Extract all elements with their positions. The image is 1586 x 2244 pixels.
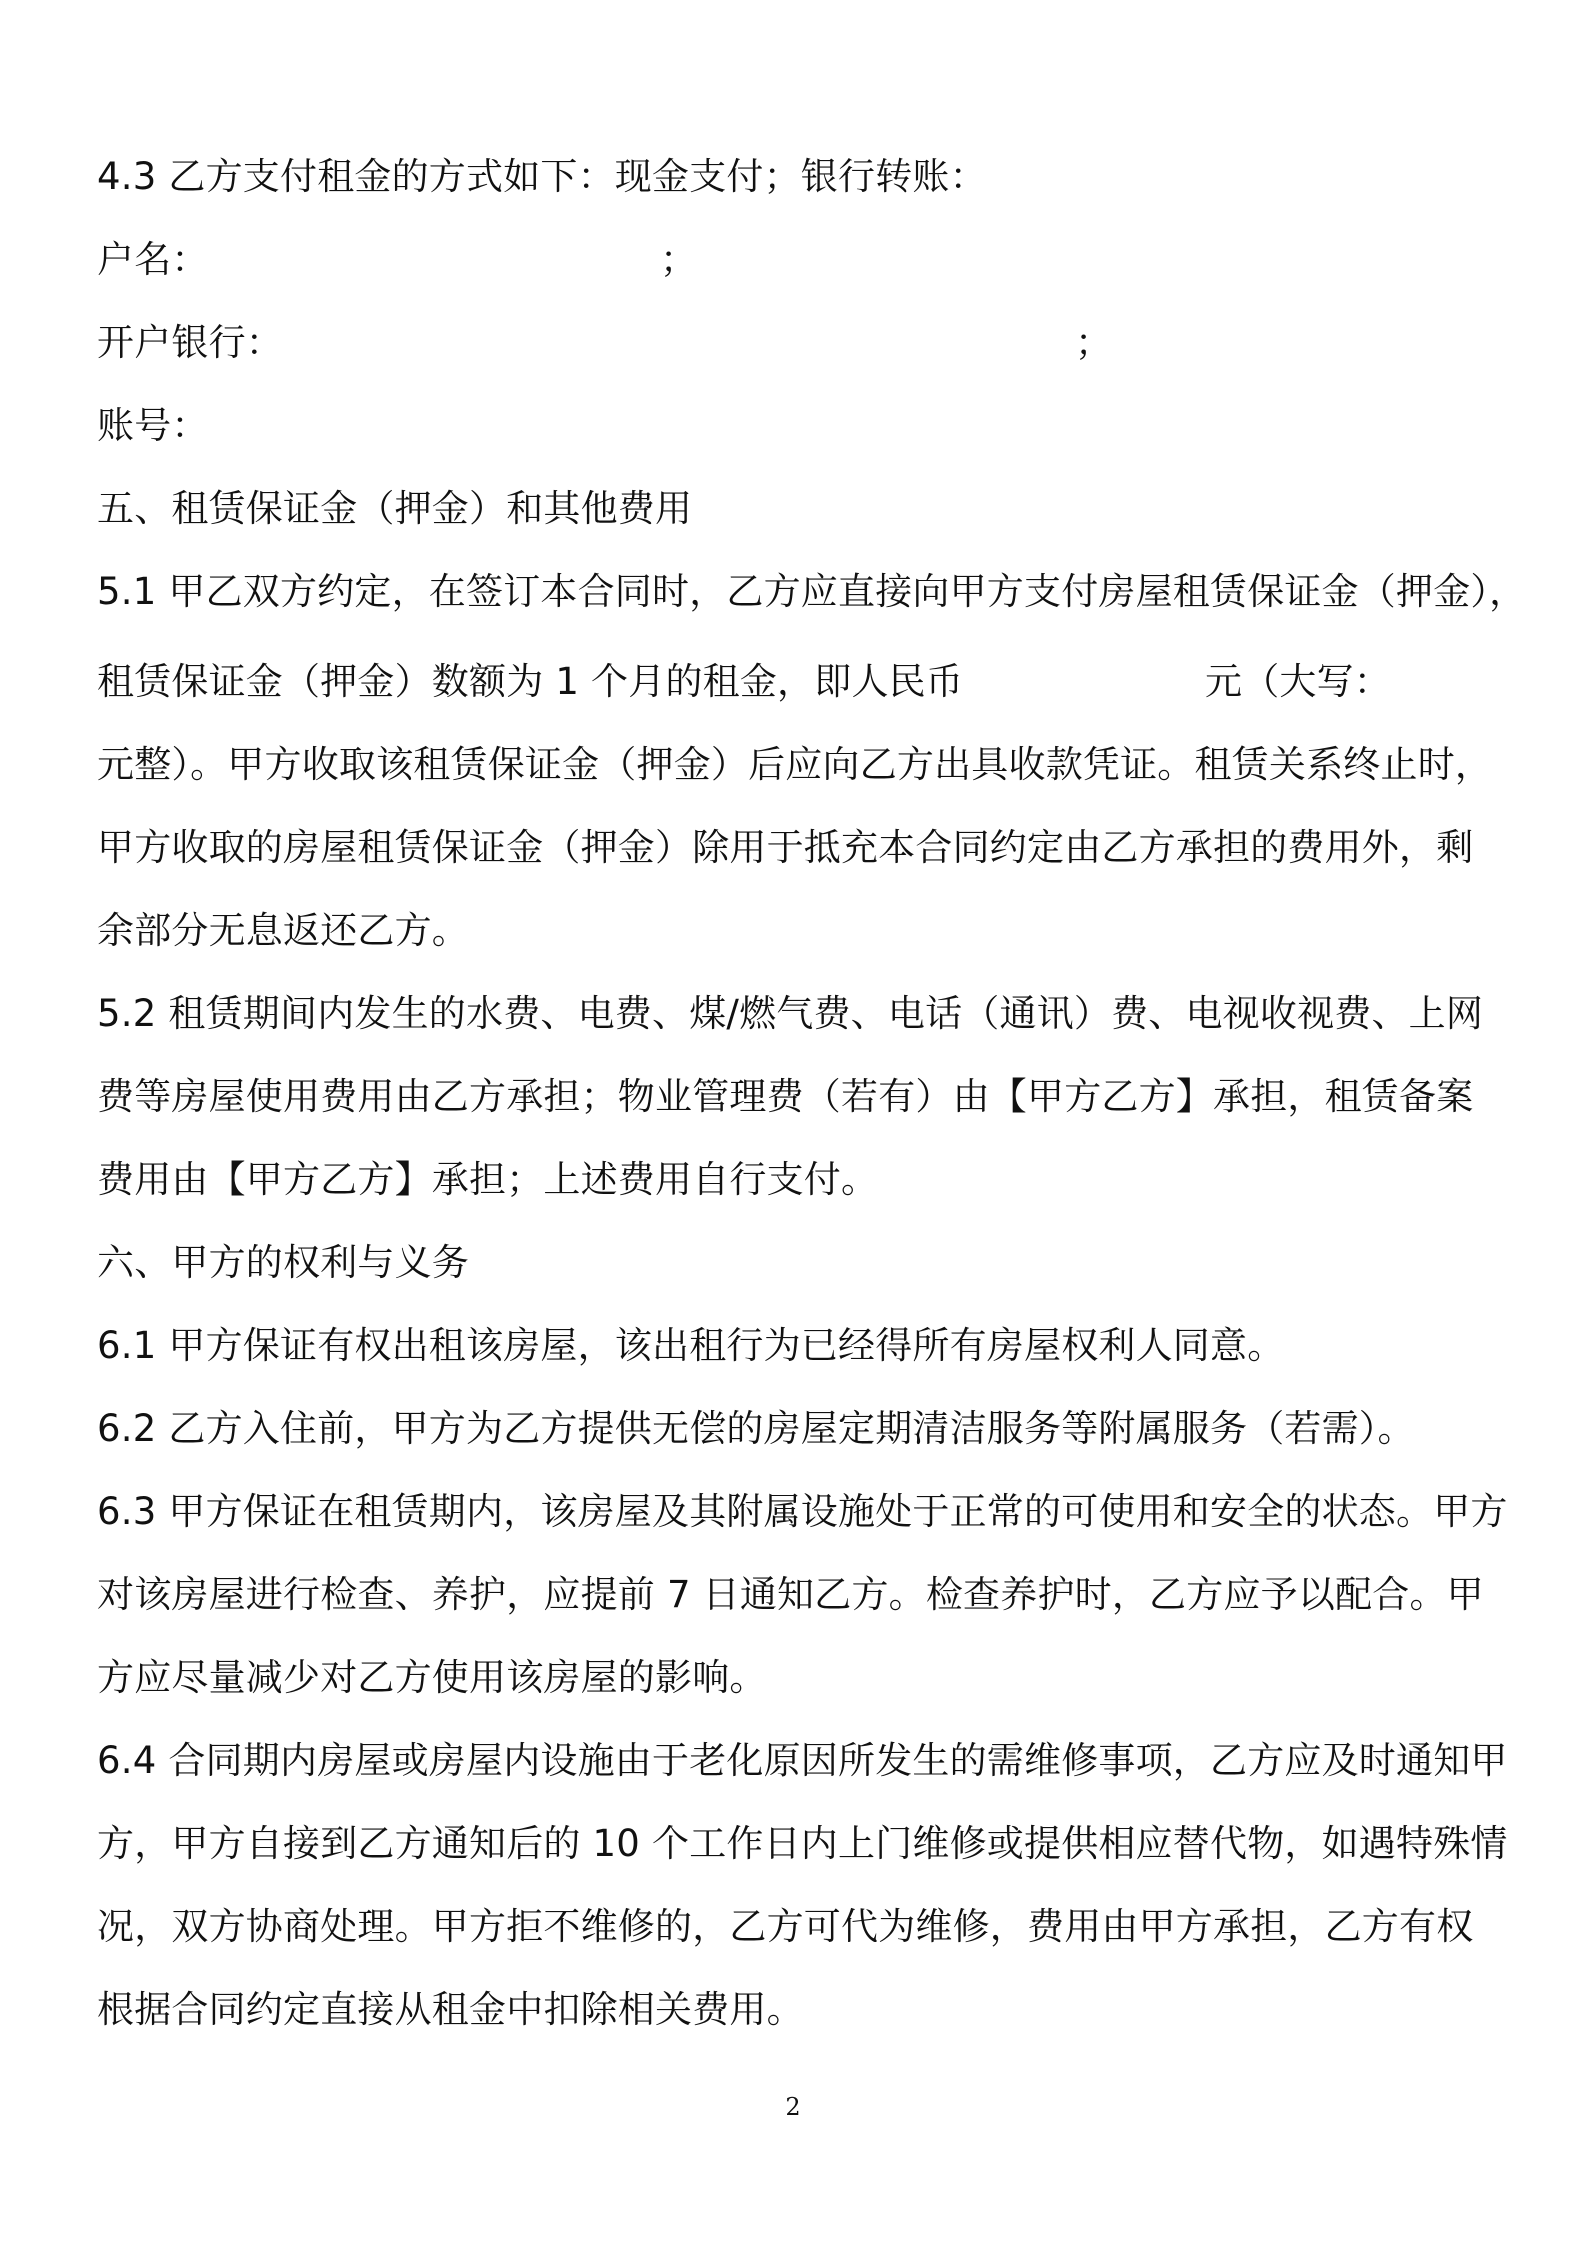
clause-4-3: 4.3 乙方支付租金的方式如下：现金支付；银行转账： <box>97 155 987 198</box>
clause-5-1-line-2a: 租赁保证金（押金）数额为 1 个月的租金，即人民币 <box>97 660 964 703</box>
clause-5-1-line-5: 余部分无息返还乙方。 <box>97 909 469 952</box>
clause-6-3-line-2: 对该房屋进行检查、养护，应提前 7 日通知乙方。检查养护时，乙方应予以配合。甲 <box>97 1573 1484 1616</box>
clause-6-4-line-2: 方，甲方自接到乙方通知后的 10 个工作日内上门维修或提供相应替代物，如遇特殊情 <box>97 1822 1508 1865</box>
account-name-end: ； <box>660 238 698 281</box>
clause-5-2-line-3: 费用由【甲方乙方】承担；上述费用自行支付。 <box>97 1158 879 1201</box>
clause-5-1-line-2b: 元（大写： <box>1205 660 1391 703</box>
clause-5-2-line-2: 费等房屋使用费用由乙方承担；物业管理费（若有）由【甲方乙方】承担，租赁备案 <box>97 1075 1474 1118</box>
clause-5-2-line-1: 5.2 租赁期间内发生的水费、电费、煤/燃气费、电话（通讯）费、电视收视费、上网 <box>97 992 1484 1035</box>
section-5-title: 五、租赁保证金（押金）和其他费用 <box>97 487 693 530</box>
clause-6-2: 6.2 乙方入住前，甲方为乙方提供无偿的房屋定期清洁服务等附属服务（若需）。 <box>97 1407 1415 1450</box>
page-number: 2 <box>785 2093 801 2121</box>
bank-end: ； <box>1075 321 1113 364</box>
clause-6-4-line-3: 况，双方协商处理。甲方拒不维修的，乙方可代为维修，费用由甲方承担，乙方有权 <box>97 1905 1474 1948</box>
clause-5-1-line-4: 甲方收取的房屋租赁保证金（押金）除用于抵充本合同约定由乙方承担的费用外，剩 <box>97 826 1474 869</box>
account-name-label: 户名： <box>97 238 209 281</box>
clause-6-3-line-1: 6.3 甲方保证在租赁期内，该房屋及其附属设施处于正常的可使用和安全的状态。甲方 <box>97 1490 1508 1533</box>
section-6-title: 六、甲方的权利与义务 <box>97 1241 469 1284</box>
bank-label: 开户银行： <box>97 321 283 364</box>
clause-6-4-line-1: 6.4 合同期内房屋或房屋内设施由于老化原因所发生的需维修事项，乙方应及时通知甲 <box>97 1739 1508 1782</box>
clause-6-1: 6.1 甲方保证有权出租该房屋，该出租行为已经得所有房屋权利人同意。 <box>97 1324 1285 1367</box>
clause-5-1-line-3: 元整）。甲方收取该租赁保证金（押金）后应向乙方出具收款凭证。租赁关系终止时， <box>97 743 1493 786</box>
account-number-label: 账号： <box>97 404 209 447</box>
clause-5-1-line-1: 5.1 甲乙双方约定，在签订本合同时，乙方应直接向甲方支付房屋租赁保证金（押金）， <box>97 570 1527 613</box>
clause-6-3-line-3: 方应尽量减少对乙方使用该房屋的影响。 <box>97 1656 767 1699</box>
clause-6-4-line-4: 根据合同约定直接从租金中扣除相关费用。 <box>97 1988 804 2031</box>
